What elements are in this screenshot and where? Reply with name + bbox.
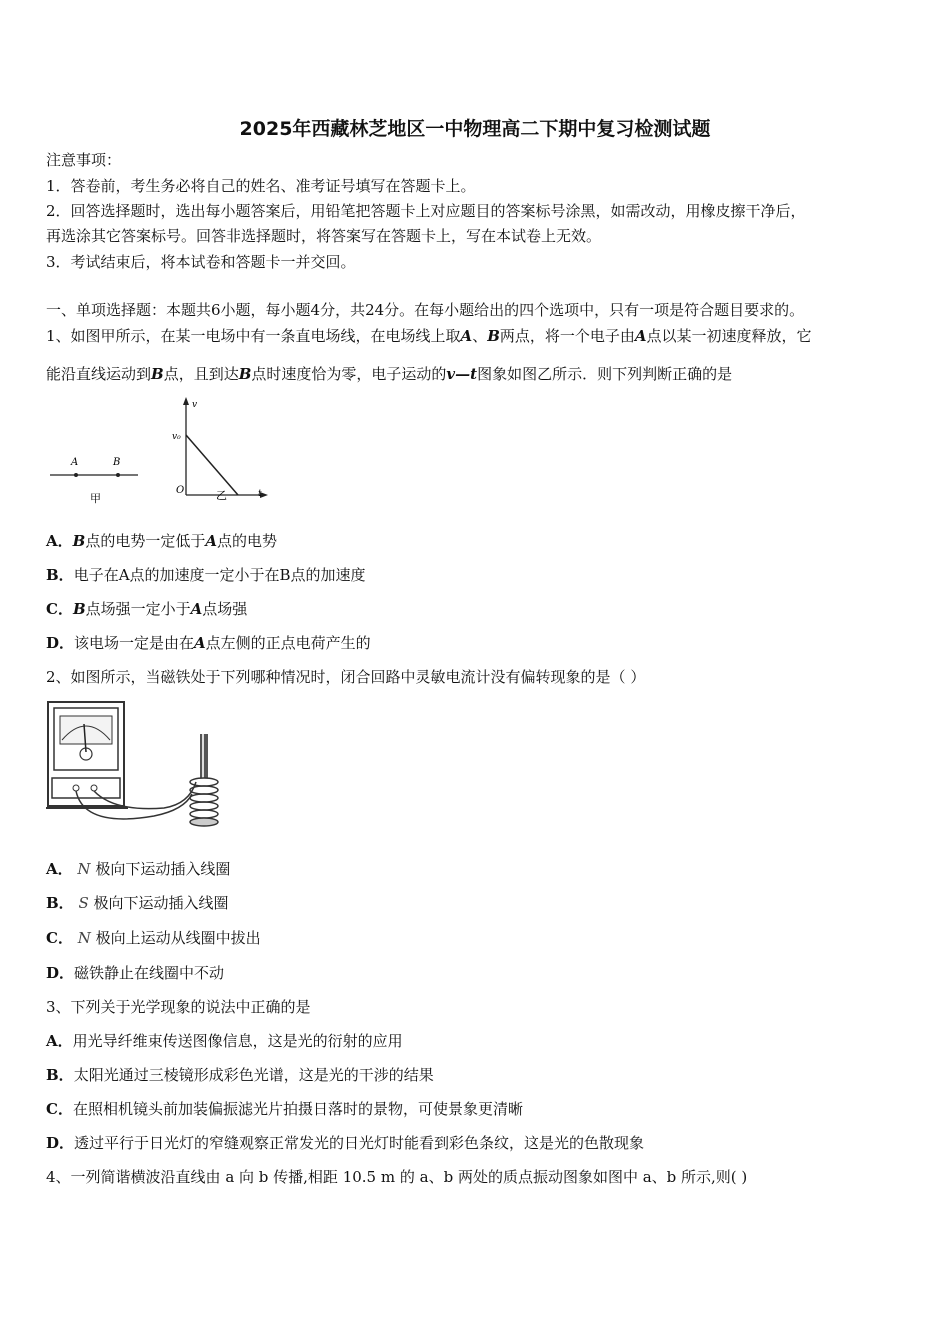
question-3-option-b[interactable]: B．太阳光通过三棱镜形成彩色光谱，这是光的干涉的结果 xyxy=(46,1066,434,1084)
question-1-stem-line1: 1、如图甲所示，在某一电场中有一条直电场线，在电场线上取A、B两点，将一个电子由A点以某一初速度释放，它 xyxy=(46,327,812,345)
question-1-figure xyxy=(46,395,286,510)
question-2-option-c[interactable]: C． N 极向上运动从线圈中拔出 xyxy=(46,929,261,947)
question-1-option-b[interactable]: B．电子在A点的加速度一定小于在B点的加速度 xyxy=(46,566,366,584)
question-2-option-b[interactable]: B． S 极向下运动插入线圈 xyxy=(46,894,229,912)
label-yi: 乙 xyxy=(216,489,227,502)
question-3-stem: 3、下列关于光学现象的说法中正确的是 xyxy=(46,998,311,1016)
question-4-stem: 4、一列简谐横波沿直线由 a 向 b 传播,相距 10.5 m 的 a、b 两处的质点振动图象如图中 a、b 所示,则( ) xyxy=(46,1168,748,1186)
notice-item: 1．答卷前，考生务必将自己的姓名、准考证号填写在答题卡上。 xyxy=(46,177,476,195)
question-3-option-a[interactable]: A．用光导纤维束传送图像信息，这是光的衍射的应用 xyxy=(46,1032,403,1050)
question-1-option-d[interactable]: D．该电场一定是由在A点左侧的正点电荷产生的 xyxy=(46,634,371,652)
question-2-option-d[interactable]: D．磁铁静止在线圈中不动 xyxy=(46,964,225,982)
question-1-stem-line2: 能沿直线运动到B点，且到达B点时速度恰为零，电子运动的v—t图象如图乙所示．则下列判断正确的是 xyxy=(46,365,733,383)
question-1-option-a[interactable]: A．B点的电势一定低于A点的电势 xyxy=(46,532,277,550)
label-point-a: A xyxy=(71,457,79,468)
label-origin: O xyxy=(176,485,185,496)
label-point-b: B xyxy=(113,457,121,468)
question-3-option-c[interactable]: C．在照相机镜头前加装偏振滤光片拍摄日落时的景物，可使景象更清晰 xyxy=(46,1100,523,1118)
label-t: t xyxy=(258,489,262,499)
galvanometer-coil-figure xyxy=(44,698,234,833)
notice-item: 再选涂其它答案标号。回答非选择题时，将答案写在答题卡上，写在本试卷上无效。 xyxy=(46,227,602,245)
question-2-stem: 2、如图所示，当磁铁处于下列哪种情况时，闭合回路中灵敏电流计没有偏转现象的是（ ） xyxy=(46,668,646,686)
label-v0: v₀ xyxy=(172,432,181,442)
page-title: 2025年西藏林芝地区一中物理高二下期中复习检测试题 xyxy=(239,118,711,140)
question-1-option-c[interactable]: C．B点场强一定小于A点场强 xyxy=(46,600,248,618)
section-heading: 一、单项选择题：本题共6小题，每小题4分，共24分。在每小题给出的四个选项中，只有一项是符合题目要求的。 xyxy=(46,301,805,319)
question-3-option-d[interactable]: D．透过平行于日光灯的窄缝观察正常发光的日光灯时能看到彩色条纹，这是光的色散现象 xyxy=(46,1134,645,1152)
label-jia: 甲 xyxy=(90,492,101,505)
question-2-option-a[interactable]: A． N 极向下运动插入线圈 xyxy=(46,860,231,878)
notice-heading: 注意事项： xyxy=(46,151,122,169)
notice-item: 3．考试结束后，将本试卷和答题卡一并交回。 xyxy=(46,253,356,271)
notice-item: 2．回答选择题时，选出每小题答案后，用铅笔把答题卡上对应题目的答案标号涂黑，如需改动，用橡皮擦干净后， xyxy=(46,202,806,220)
label-v: v xyxy=(192,400,198,410)
